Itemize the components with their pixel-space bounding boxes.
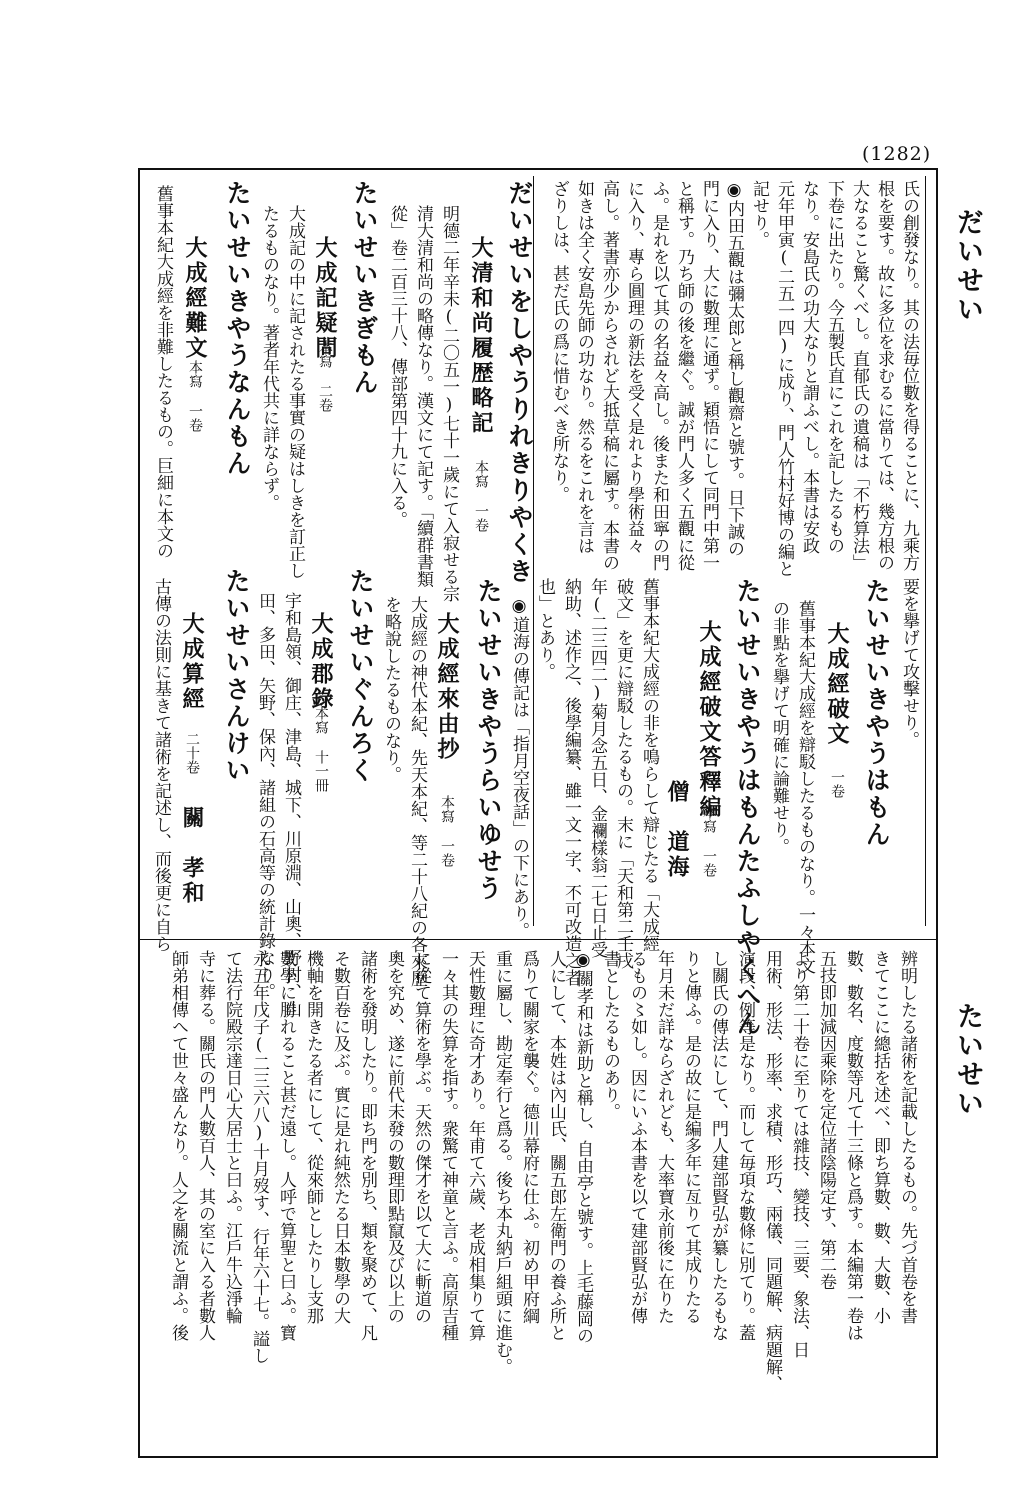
text-column: ざりしは、甚だ氏の爲に惜むべき所なり。 [549, 180, 569, 503]
entry-tousyaku-volume: 本寫 一卷 [701, 805, 717, 877]
text-column: に入り、專ら圓理の新法を受く是れより學術益々 [624, 180, 644, 554]
text-column: 用術、形法、形率、求積、形巧、兩儀、同題解、病題解、 [762, 950, 782, 1392]
entry-raiyusyou-head: たいせいきやうらいゆせう [474, 578, 503, 902]
entry-rireki-line: 清大清和尚の略傳なり。漢文にて記す。「續群書類 [413, 205, 433, 588]
text-column: そ數百卷に及ぶ。實に是れ純然たる日本數學の大 [330, 950, 350, 1324]
intro-line: 要を擧げて攻擊せり。 [899, 578, 919, 748]
entry-tousyaku-author: 僧 道海 [664, 780, 690, 880]
text-column: 演段、例等是なり。而して毎項な數條に別てり。蓋 [735, 950, 755, 1341]
entry-sankei-author: 關 孝和 [179, 806, 205, 906]
entry-kigimon-head: たいせいきぎもん [350, 180, 379, 396]
entry-rireki-line: 從」卷二百三十八、傳部第四十九に入る。 [387, 205, 407, 528]
text-column: 永五年戊子(二三六八)十月歿す、行年六十七。謚し [249, 950, 269, 1364]
entry-tousyaku-line: 破文」を更に辯駁したるもの。末に「天和第二壬戌 [613, 578, 633, 969]
entry-kyounanmon-volume: 本寫 一卷 [187, 360, 203, 432]
entry-tousyaku-title: 大成經破文答釋編 [696, 620, 722, 820]
text-column: より第二十卷に至りては雜技、變技、三要、象法、日 [789, 950, 809, 1358]
text-column: 諸術を發明したり。即ち門を別ち、類を聚めて、凡 [357, 950, 377, 1341]
entry-kyounanmon-head: たいせいきやうなんもん [223, 180, 252, 477]
entry-tousyaku-line: ◉道海の傳記は「指月空夜話」の下にあり。 [509, 596, 529, 939]
text-column: 高し。著書亦少からされど大抵草稿に屬す。本書の [599, 180, 619, 571]
text-column: 寺に葬る。關氏の門人數百人、其の室に入る者數人 [195, 950, 215, 1341]
entry-gunroku-title: 大成郡錄 [308, 612, 334, 712]
entry-raiyusyou-title: 大成經來由抄 [434, 612, 460, 762]
text-column: 記せり。 [749, 180, 769, 248]
entry-rireki-line: 明德二年辛未(二〇五一)七十一歲にて入寂せる宗 [439, 205, 459, 602]
text-column: し關氏の傳法にして、門人建部賢弘が纂したるもな [708, 950, 728, 1341]
entry-rireki-head: だいせいをしやうりれきりやくき [505, 180, 534, 585]
page-number: (1282) [862, 143, 932, 165]
entry-tousyaku-line: 納助、述作之、後學編纂、雖一文一字、不可改造之者 [561, 578, 581, 986]
text-column: 如きは全く安島先師の功なり。然るをこれを言は [574, 180, 594, 554]
text-column: 大なること驚くべし。直郁氏の遺稿は「不朽算法」 [849, 180, 869, 571]
entry-raiyusyou-volume: 本寫 一卷 [439, 795, 455, 867]
text-column: 機軸を開きたる者にして、從來師としたりし支那 [303, 950, 323, 1324]
running-head-left: たいせい [952, 1002, 983, 1118]
text-column: 下卷に出たり。今五製氏直にこれを記したるもの [824, 180, 844, 554]
text-column: なり。安島氏の功大なりと謂ふべし。本書は安政 [799, 180, 819, 554]
text-column: ふ。是れを以て其の名益々高し。後また和田寧の門 [649, 180, 669, 571]
entry-tousyaku-line: 年(二三四二)菊月念五日、金襴樣翁二七日止受 [587, 578, 607, 958]
text-column: 天性數理に奇才あり。年甫て六歲、老成相集りて算 [465, 950, 485, 1341]
text-column: きてここに總括を述べ、即ち算數、數、大數、小 [870, 950, 890, 1324]
entry-tousyaku-head: たいせいきやうはもんたふしやくへん [733, 578, 762, 1037]
text-column: 人にして、本姓は內山氏、關五郎左衛門の養ふ所と [546, 950, 566, 1341]
text-column: ◉内田五觀は彌太郎と稱し觀齋と號す。日下誠の [724, 180, 744, 557]
text-column: 奧を究め、遂に前代未發の數理即點竄及び以上の [384, 950, 404, 1324]
entry-gunroku-head: たいせいぐんろく [346, 568, 375, 784]
text-column: 辨明したる諸術を記載したるもの。先づ首卷を書 [897, 950, 917, 1324]
entry-gunroku-line: 宇和島領、御庄、津島、城下、川原淵、山奧、野村、山 [281, 592, 301, 1017]
text-column: 根を要す。故に多位を求むるに當りては、幾方根の [874, 180, 894, 571]
column-rule-right [925, 176, 926, 926]
text-column: 一々其の失算を指す。衆驚て神童と言ふ。高原吉種 [438, 950, 458, 1341]
text-column: 數學に勝れること甚だ遠し。人呼で算聖と曰ふ。寶 [276, 950, 296, 1341]
text-column: 重に屬し、勘定奉行と爲る。後ち本丸納戶組頭に進む。 [492, 950, 512, 1375]
entry-kigimon-line: 大成記の中に記されたる事實の疑はしきを訂正し [285, 205, 305, 579]
text-column: るもの〻如し。因にいふ本書を以て建部賢弘が傳 [627, 950, 647, 1324]
entry-sankei-line: 古傳の法則に基きて諸術を記述し、而後更に自ら [151, 578, 171, 952]
entry-gunroku-line: 田、多田、矢野、保內、諸組の石高等の統計錄なり。 [255, 592, 275, 1000]
text-column: 氏の創發なり。其の法毎位數を得ることに、九乘方 [899, 180, 919, 571]
text-column: 年月未だ詳ならざれども、大率寶永前後に在りた [654, 950, 674, 1324]
entry-sankei-title: 大成算經 [179, 612, 205, 712]
entry-hamon-line: の非點を擧げて明確に論難せり。 [769, 600, 789, 855]
text-column: 師弟相傳へて世々盛んなり。人之を關流と謂ふ。後 [168, 950, 188, 1341]
text-column: て法行院殿宗達日心大居士と曰ふ。江戶牛込淨輪 [222, 950, 242, 1324]
entry-rireki-volume: 本寫 一卷 [473, 460, 489, 532]
entry-gunroku-volume: 本寫 十一冊 [313, 706, 329, 792]
entry-raiyusyou-line: 大成經の神代本紀、先天本紀、等二十八紀の各來歷 [407, 596, 427, 987]
text-column: りと傳ふ。是の故に是編多年に亙りて其成りたる [681, 950, 701, 1324]
text-column: ◉關孝和は新助と稱し、自由亭と號す。上毛藤岡の [573, 950, 593, 1344]
text-column: と稱す。乃ち師の後を繼ぐ。誠が門人多く五觀に從 [674, 180, 694, 571]
entry-hamon-head: たいせいきやうはもん [862, 578, 891, 848]
entry-hamon-title: 大成經破文 [824, 622, 850, 747]
running-head-right: だいせい [952, 208, 983, 324]
text-column: 爲りて關家を襲ぐ。德川幕府に仕ふ。初め甲府綱 [519, 950, 539, 1324]
entry-tousyaku-line: 舊事本紀大成經の非を鳴らして辯じたる「大成經 [639, 578, 659, 952]
text-column: 五技即加減因乘除を定位諸陰陽定す、第二卷 [816, 950, 836, 1290]
entry-hamon-volume: 一卷 [829, 770, 845, 798]
entry-rireki-title: 大清和尚履歴略記 [468, 236, 494, 436]
entry-kigimon-volume: 本寫 二卷 [317, 340, 333, 412]
text-column: 數、數名、度數等凡て十三條と爲す。本編第一卷は [843, 950, 863, 1341]
text-column: 門に入り、大に數理に通ず。穎悟にして同門中第一 [699, 180, 719, 571]
entry-hamon-line: 舊事本紀大成經を辯駁したるものなり。一々本文 [795, 600, 815, 974]
text-column: に從て算術を學ぶ。天然の傑才を以て大に斬道の [411, 950, 431, 1324]
entry-sankei-volume: 二十卷 [184, 732, 200, 774]
entry-kigimon-title: 大成記疑問 [312, 236, 338, 361]
text-column: 書としたるものあり。 [600, 950, 620, 1120]
entry-kyounanmon-line: 舊事本紀大成經を非難したるもの。巨細に本文の [153, 185, 173, 559]
entry-raiyusyou-line: を略說したるものなり。 [381, 596, 401, 783]
entry-sankei-head: たいせいさんけい [222, 568, 251, 784]
entry-kigimon-line: たるものなり。著者年代共に詳ならず。 [259, 205, 279, 511]
entry-tousyaku-line: 也」とあり。 [535, 578, 555, 680]
text-column: 元年甲寅(二五一四)に成り、門人竹村好博の編と [774, 180, 794, 577]
entry-kyounanmon-title: 大成經難文 [182, 236, 208, 361]
